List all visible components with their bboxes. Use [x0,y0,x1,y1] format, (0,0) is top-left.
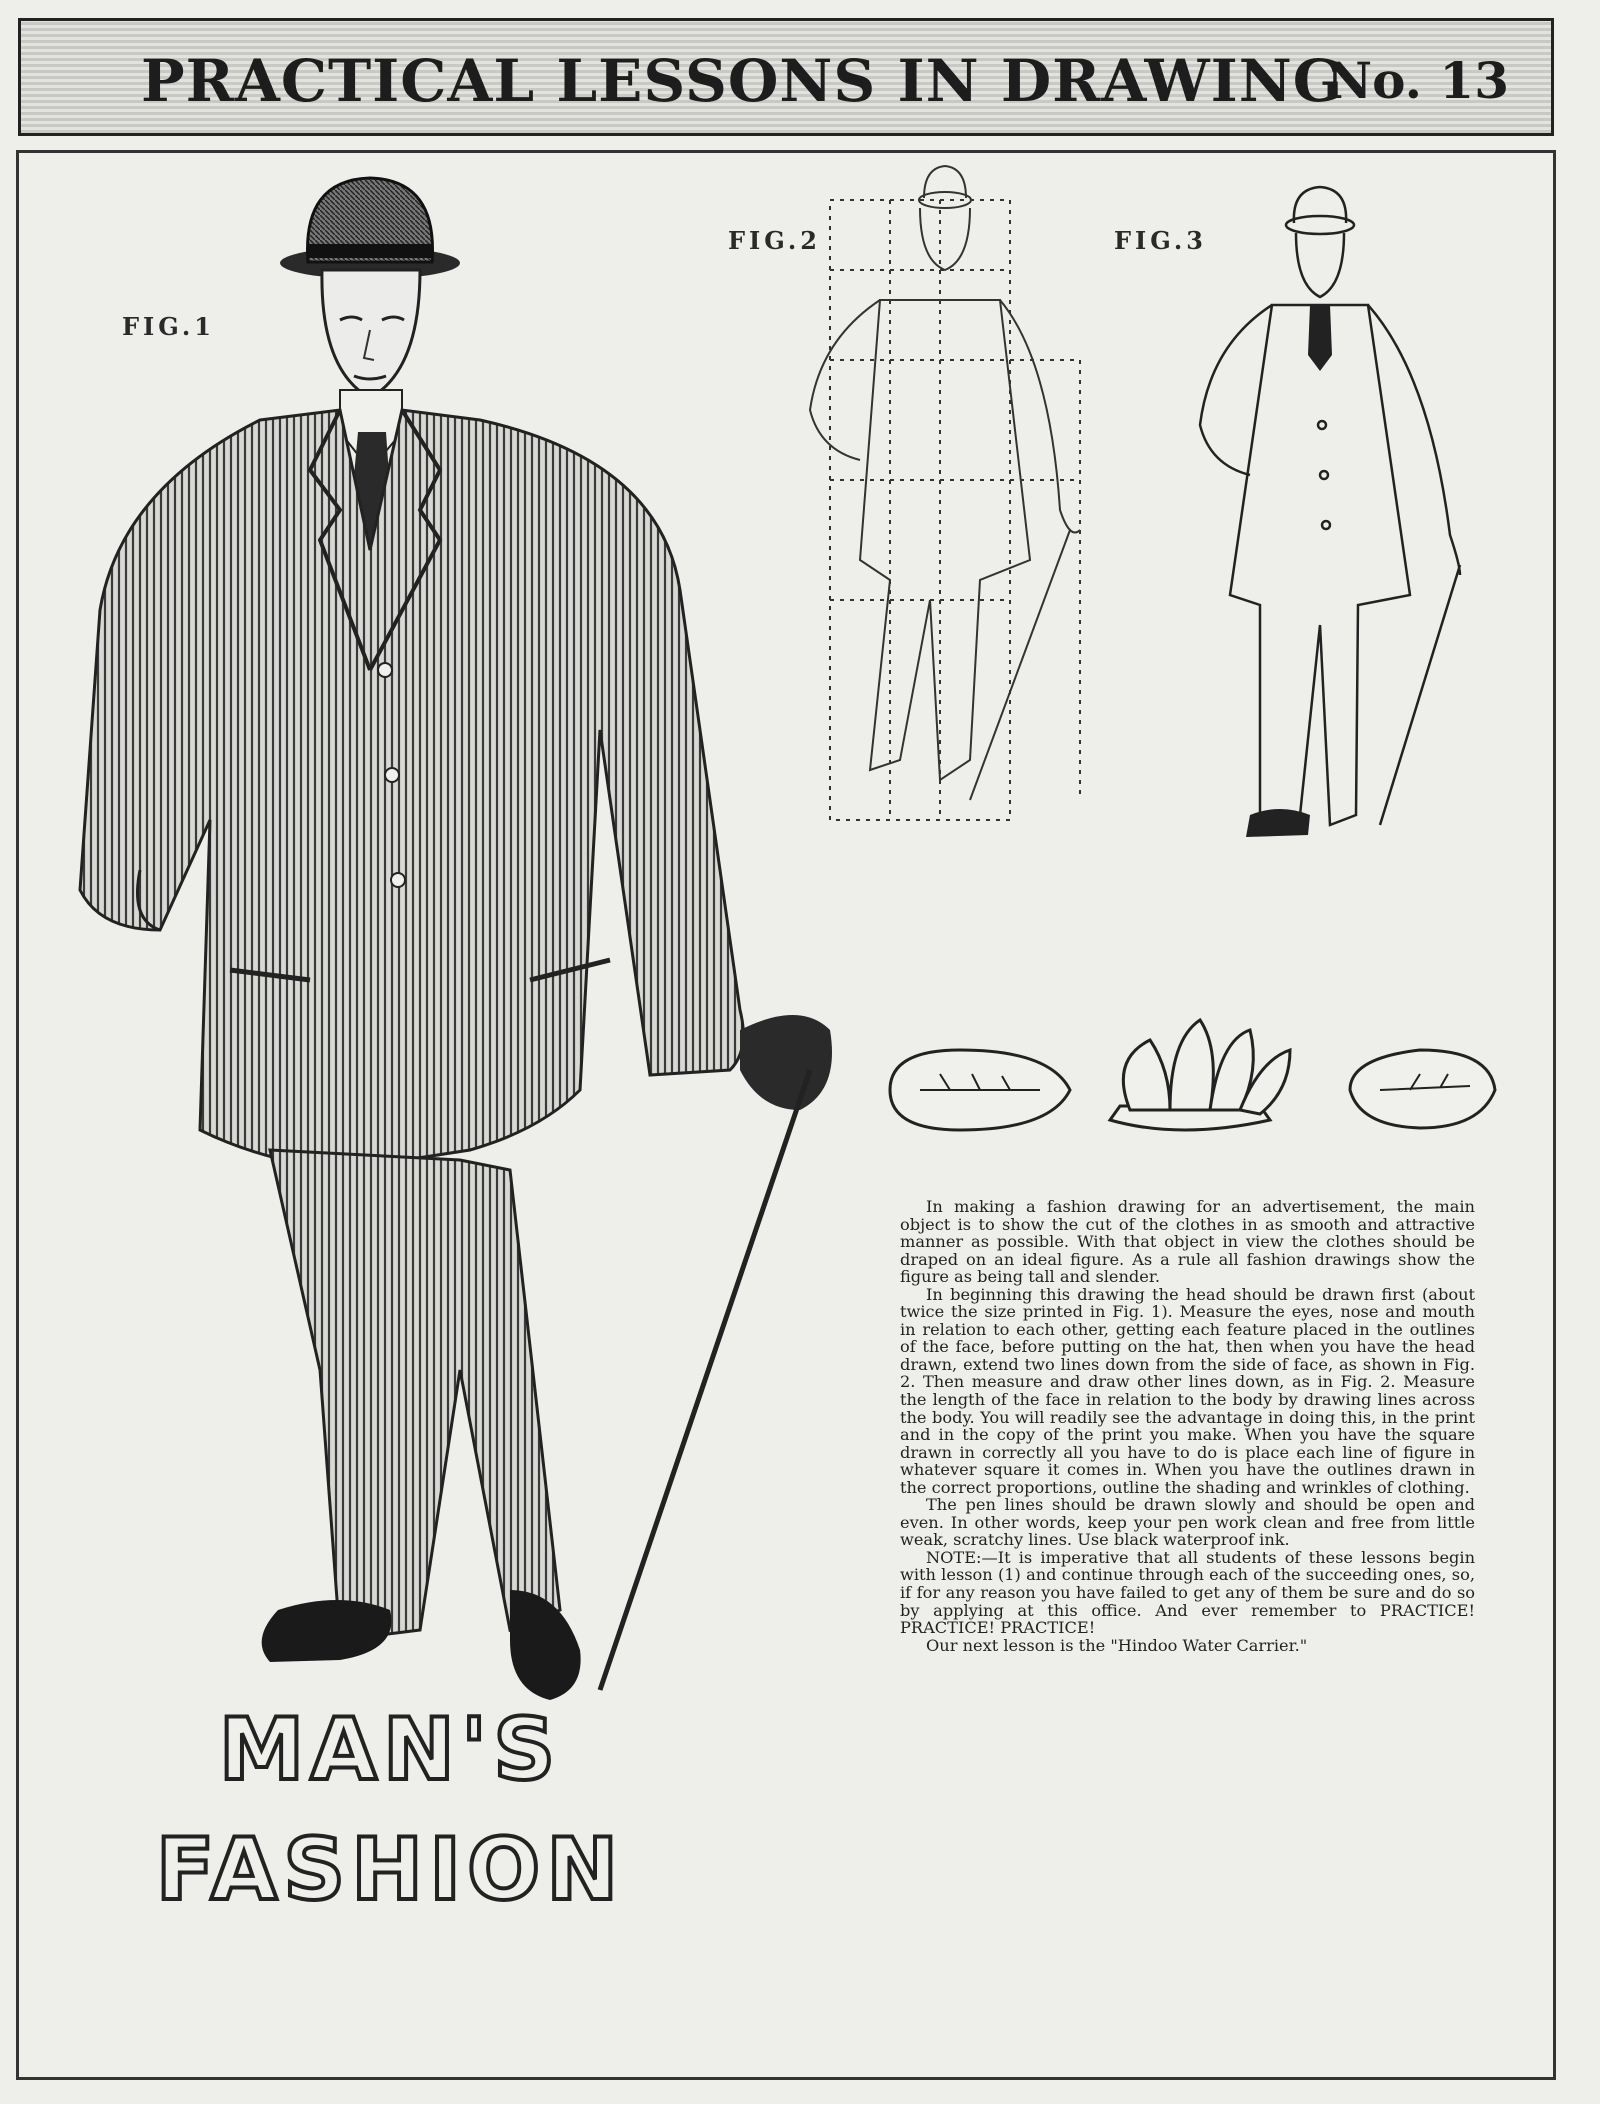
page-header-banner [18,18,1554,136]
fig2-label: FIG.2 [728,226,821,255]
fig2-construction-sketch [780,160,1140,850]
caption-line-2: FASHION [155,1820,625,1920]
article-paragraph: Our next lesson is the "Hindoo Water Carrier." [926,1635,1308,1655]
fig1-man-illustration [40,170,870,1860]
fig1-label: FIG.1 [122,312,215,341]
article-paragraph: In beginning this drawing the head should be drawn first (about twice the size printed in Fig. 1). Measure the eyes, nose and mouth in relation to each other, getting each feature placed in the outlines of the face, before putting on the hat, then when you have the head drawn, extend two lines down from the side of face, as shown in Fig. 2. Then measure and draw other lines down, as in Fig. 2. Measure the length of the face in relation to the body by drawing lines across the body. You will readily see the advantage in doing this, in the print and in the copy of the print you make. When you have the square drawn in correctly all you have to do is place each line of figure in whatever square it comes in. When you have the outlines drawn in the correct proportions, outline the shading and wrinkles of clothing. [900,1284,1475,1497]
lesson-number: No. 13 [1326,51,1509,110]
article-paragraph: The pen lines should be drawn slowly and should be open and even. In other words, keep your pen work clean and free from little weak, scratchy lines. Use black waterproof ink. [900,1495,1475,1550]
water-lily-ornament [880,1010,1500,1150]
fig3-label: FIG.3 [1114,226,1207,255]
caption-line-1: MAN'S [218,1700,562,1800]
lesson-article [900,1198,1475,1654]
article-paragraph: NOTE:—It is imperative that all students of these lessons begin with lesson (1) and continue through each of the succeeding ones, so, if for any reason you have failed to get any of them be sure and do so by applying at this office. And ever remember to PRACTICE! PRACTICE! PRACTICE! [900,1547,1475,1638]
article-paragraph: In making a fashion drawing for an advertisement, the main object is to show the cut of the clothes in as smooth and attractive manner as possible. With that object in view the clothes should be draped on an ideal figure. As a rule all fashion drawings show the figure as being tall and slender. [900,1197,1475,1287]
fig3-outline-man [1160,175,1490,855]
page-title: PRACTICAL LESSONS IN DRAWING [141,47,1344,115]
